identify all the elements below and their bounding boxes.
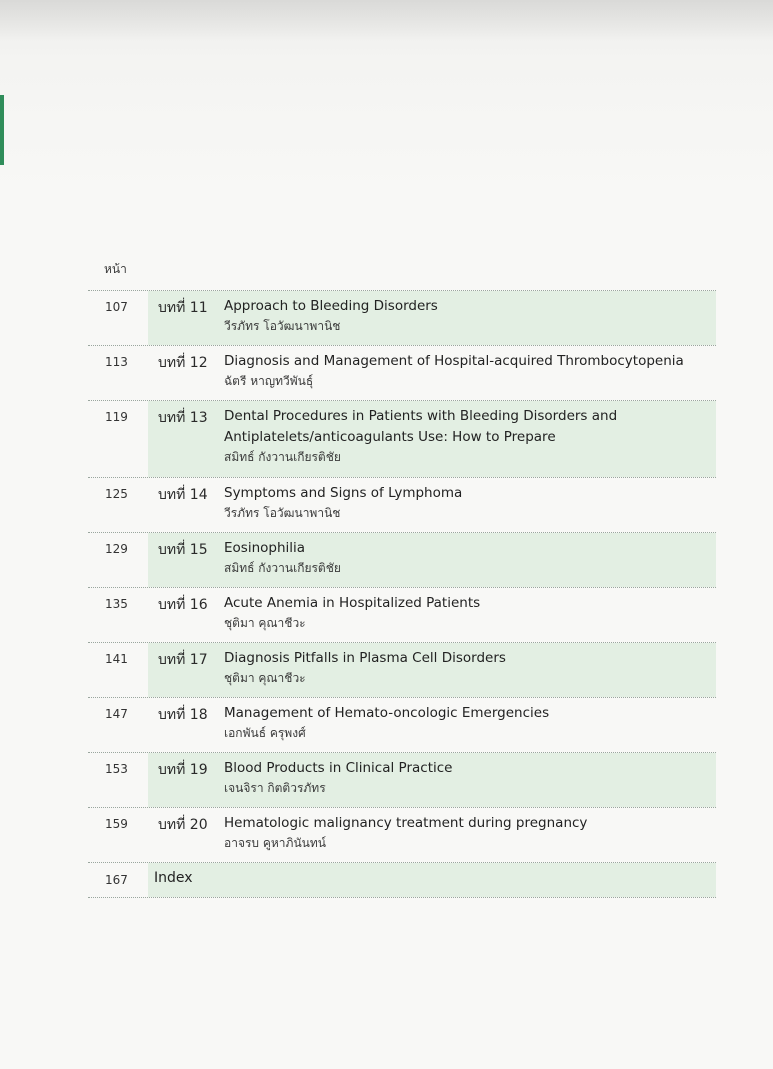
toc-page-number: 159 [105,817,128,831]
toc-chapter-title [224,593,480,632]
toc-chapter-title [224,351,684,390]
toc-chapter-title [224,406,617,466]
toc-page-number: 141 [105,652,128,666]
toc-title-line: Symptoms and Signs of Lymphoma [224,485,463,501]
page-top-shadow [0,0,773,40]
toc-entry [88,697,716,752]
toc-author: ฉัตรี หาญทวีพันธุ์ [224,374,314,388]
toc-page-number: 113 [105,355,128,369]
toc-entry [88,345,716,400]
toc-chapter-title [224,296,438,335]
page-column-header: หน้า [104,262,127,276]
toc-page-number: 125 [105,487,128,501]
toc-entry [88,642,716,697]
toc-title-line: Diagnosis Pitfalls in Plasma Cell Disorders [224,650,506,666]
toc-author: อาจรบ คูหาภินันทน์ [224,836,326,850]
toc-author: ชุติมา คุณาชีวะ [224,616,306,630]
toc-title-line: Blood Products in Clinical Practice [224,760,453,776]
toc-entry [88,400,716,477]
toc-chapter-number: บทที่ 15 [158,542,208,558]
toc-index-entry [88,862,716,898]
toc-chapter-number: บทที่ 18 [158,707,208,723]
toc-title-line: Diagnosis and Management of Hospital-acquired Thrombocytopenia [224,353,684,369]
toc-author: วีรภัทร โอวัฒนาพานิช [224,319,341,333]
toc-author: สมิทธ์ กังวานเกียรติชัย [224,561,341,575]
toc-page-number: 129 [105,542,128,556]
toc-entry [88,587,716,642]
toc-chapter-number: บทที่ 17 [158,652,208,668]
toc-chapter-number: บทที่ 12 [158,355,208,371]
toc-chapter-number: บทที่ 20 [158,817,208,833]
toc-title-line: Approach to Bleeding Disorders [224,298,438,314]
toc-chapter-title [224,703,549,742]
toc-entry [88,807,716,862]
toc-page-number: 119 [105,410,128,424]
toc-author: เจนจิรา กิตติวรภัทร [224,781,326,795]
toc-entry [88,752,716,807]
toc-chapter-title [224,538,341,577]
toc-entry [88,477,716,532]
toc-chapter-number: บทที่ 14 [158,487,208,503]
toc-chapter-number: บทที่ 13 [158,410,208,426]
toc-chapter-title [224,813,587,852]
toc-page-number: 107 [105,300,128,314]
toc-index-label: Index [154,870,193,886]
toc-title-line: Dental Procedures in Patients with Bleeding Disorders and [224,408,618,424]
toc-author: วีรภัทร โอวัฒนาพานิช [224,506,341,520]
toc-page-number: 153 [105,762,128,776]
toc-page-number: 147 [105,707,128,721]
toc-author: ชุติมา คุณาชีวะ [224,671,306,685]
toc-author: สมิทธ์ กังวานเกียรติชัย [224,450,341,464]
toc-chapter-title [224,483,462,522]
toc-title-line: Eosinophilia [224,540,306,556]
toc-title-line: Antiplatelets/anticoagulants Use: How to Prepare [224,429,556,445]
toc-chapter-title [224,648,506,687]
toc-chapter-title [224,758,452,797]
toc-page-number: 167 [105,873,128,887]
table-of-contents [88,290,716,898]
toc-chapter-number: บทที่ 16 [158,597,208,613]
toc-title-line: Acute Anemia in Hospitalized Patients [224,595,481,611]
row-highlight-band [148,863,716,897]
toc-chapter-number: บทที่ 19 [158,762,208,778]
page-edge-marker [0,95,4,165]
toc-chapter-number: บทที่ 11 [158,300,208,316]
toc-entry [88,532,716,587]
toc-author: เอกพันธ์ ครุพงศ์ [224,726,306,740]
toc-title-line: Management of Hemato-oncologic Emergencies [224,705,550,721]
toc-title-line: Hematologic malignancy treatment during pregnancy [224,815,588,831]
toc-page-number: 135 [105,597,128,611]
toc-entry [88,290,716,345]
